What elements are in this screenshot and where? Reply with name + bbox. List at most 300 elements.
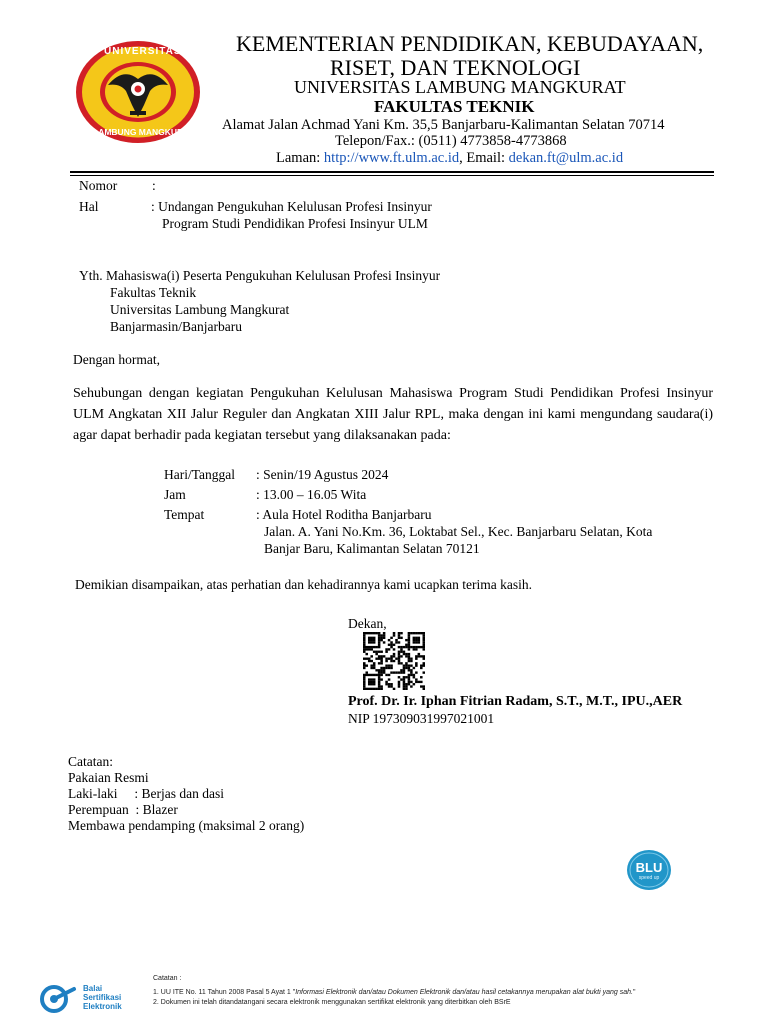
qr-module [395,658,398,660]
recipient-line-4: Banjarmasin/Banjarbaru [110,319,242,334]
qr-module [408,632,411,634]
hal-line-1: : Undangan Pengukuhan Kelulusan Profesi Insinyur [151,199,432,214]
qr-module [388,674,391,676]
footer-note-1-prefix: 1. UU ITE No. 11 Tahun 2008 Pasal 5 Ayat 1 " [153,989,296,996]
university-name: UNIVERSITAS LAMBUNG MANGKURAT [294,77,626,97]
qr-module [405,639,408,641]
qr-module [423,634,425,636]
qr-module [408,658,411,660]
qr-module [410,681,413,683]
qr-module [410,664,413,666]
footer-note-1 [153,988,635,998]
qr-module [415,655,418,657]
qr-module [363,637,366,639]
qr-module [393,648,396,650]
qr-module [390,646,393,648]
qr-module [403,653,406,655]
qr-module [413,632,416,634]
qr-module [365,632,368,634]
qr-module [423,688,425,690]
qr-module [388,639,391,641]
qr-module [423,646,425,648]
qr-module [363,664,366,666]
body-paragraph: Sehubungan dengan kegiatan Pengukuhan Kelulusan Mahasiswa Program Studi Pendidikan Profesi Insinyur ULM Angkatan XII Jalur Reguler dan Angkatan XIII Jalur RPL, maka dengan ini kami mengundang saudara(i) agar dapat berhadir pada kegiatan tersebut yang dilaksanakan pada: [73,386,713,443]
qr-module [403,651,406,653]
qr-module [390,685,393,687]
qr-module [363,688,366,690]
qr-module [370,678,373,680]
qr-module [370,632,373,634]
qr-module [373,683,376,685]
qr-module [405,653,408,655]
qr-module [408,646,411,648]
qr-module [378,671,381,673]
qr-module [388,678,391,680]
qr-module [368,641,371,643]
qr-module [370,681,373,683]
qr-module [415,678,418,680]
qr-module [378,683,381,685]
qr-module [400,671,403,673]
qr-module [370,660,373,662]
qr-module [420,646,423,648]
qr-module [385,681,388,683]
qr-module [400,632,403,634]
qr-module [383,671,386,673]
qr-module [415,646,418,648]
qr-module [383,669,386,671]
qr-module [373,637,376,639]
signatory-nip: NIP 197309031997021001 [348,711,495,726]
qr-module [373,678,376,680]
qr-module [398,671,401,673]
qr-module [375,669,378,671]
qr-module [380,639,383,641]
qr-module [380,669,383,671]
qr-module [408,669,411,671]
qr-code-icon [363,632,425,690]
qr-module [413,683,416,685]
qr-module [410,669,413,671]
qr-module [388,685,391,687]
header-divider [70,171,714,173]
qr-module [405,646,408,648]
qr-module [418,632,421,634]
qr-module [403,685,406,687]
hal-label: Hal [79,199,99,214]
qr-module [378,639,381,641]
qr-module [413,646,416,648]
qr-module [423,644,425,646]
qr-module [363,632,366,634]
qr-module [400,651,403,653]
greeting: Dengan hormat, [73,352,160,367]
qr-module [393,632,396,634]
qr-module [380,637,383,639]
qr-module [410,660,413,662]
qr-module [415,637,418,639]
qr-module [368,660,371,662]
qr-module [363,685,366,687]
qr-module [373,664,376,666]
qr-module [398,655,401,657]
recipient-line-1: Yth. Mahasiswa(i) Peserta Pengukuhan Kelulusan Profesi Insinyur [79,268,441,283]
qr-module [423,662,425,664]
qr-module [415,639,418,641]
qr-module [390,641,393,643]
qr-module [378,658,381,660]
qr-module [375,688,378,690]
qr-module [398,676,401,678]
signatory-name: Prof. Dr. Ir. Iphan Fitrian Radam, S.T., M.T., IPU.,AER [348,694,683,709]
qr-module [400,669,403,671]
qr-module [365,646,368,648]
qr-module [418,637,421,639]
qr-module [385,648,388,650]
qr-module [393,655,396,657]
qr-module [388,648,391,650]
qr-module [423,655,425,657]
qr-module [388,664,391,666]
qr-module [370,664,373,666]
qr-module [370,667,373,669]
qr-module [398,685,401,687]
qr-module [378,685,381,687]
time-value: : 13.00 – 16.05 Wita [256,487,367,502]
qr-module [370,683,373,685]
qr-module [395,641,398,643]
qr-module [370,655,373,657]
qr-module [368,681,371,683]
qr-module [388,683,391,685]
contact-line [276,149,623,167]
qr-module [423,658,425,660]
qr-module [413,637,416,639]
qr-module [400,648,403,650]
bsre-line-3: Elektronik [83,1002,122,1011]
qr-module [370,637,373,639]
qr-module [390,660,393,662]
qr-module [410,685,413,687]
qr-module [408,655,411,657]
qr-module [380,655,383,657]
qr-module [370,639,373,641]
email-label: , Email: [459,150,509,166]
qr-module [363,674,366,676]
qr-module [380,667,383,669]
qr-module [423,664,425,666]
qr-module [423,637,425,639]
qr-module [385,651,388,653]
notes-line-1: Pakaian Resmi [68,770,149,785]
qr-module [380,678,383,680]
qr-module [400,662,403,664]
qr-module [363,681,366,683]
qr-module [405,662,408,664]
qr-module [408,644,411,646]
bsre-text [83,984,122,1011]
qr-module [398,637,401,639]
qr-module [363,648,366,650]
qr-module [413,639,416,641]
qr-module [418,653,421,655]
qr-module [405,664,408,666]
qr-module [403,669,406,671]
qr-module [403,683,406,685]
qr-module [403,667,406,669]
qr-module [373,667,376,669]
qr-module [390,683,393,685]
qr-module [368,648,371,650]
qr-module [403,681,406,683]
qr-module [368,658,371,660]
qr-module [410,632,413,634]
email-link[interactable]: dekan.ft@ulm.ac.id [508,150,624,166]
qr-module [408,681,411,683]
notes-heading: Catatan: [68,754,113,769]
qr-module [423,685,425,687]
qr-module [368,646,371,648]
qr-module [378,651,381,653]
qr-module [403,664,406,666]
qr-module [393,634,396,636]
qr-module [390,658,393,660]
qr-module [365,653,368,655]
qr-module [370,646,373,648]
qr-module [378,637,381,639]
qr-module [368,688,371,690]
qr-module [368,678,371,680]
qr-module [378,662,381,664]
qr-module [408,639,411,641]
qr-module [408,660,411,662]
qr-module [400,655,403,657]
qr-module [375,658,378,660]
qr-module [373,646,376,648]
qr-module [393,671,396,673]
footer-note-1-italic: Informasi Elektronik dan/atau Dokumen Elektronik dan/atau hasil cetakannya merupakan alat bukti yang sah. [295,989,633,996]
qr-module [418,681,421,683]
bsre-logo-icon [40,983,80,1015]
qr-module [368,683,371,685]
qr-module [388,644,391,646]
qr-module [403,688,406,690]
qr-module [413,667,416,669]
date-label: Hari/Tanggal [164,467,236,482]
place-label: Tempat [164,507,205,522]
qr-module [378,669,381,671]
qr-module [363,667,366,669]
qr-module [408,634,411,636]
website-link[interactable]: http://www.ft.ulm.ac.id [323,150,460,166]
qr-module [398,660,401,662]
qr-module [365,658,368,660]
qr-module [398,646,401,648]
qr-module [393,653,396,655]
qr-module [390,671,393,673]
qr-module [395,671,398,673]
qr-module [395,639,398,641]
university-logo [74,39,202,145]
qr-module [418,655,421,657]
qr-module [410,646,413,648]
header-divider-thin [70,175,714,176]
qr-module [415,658,418,660]
qr-module [415,664,418,666]
qr-module [415,681,418,683]
qr-module [405,667,408,669]
faculty-name: FAKULTAS TEKNIK [374,97,535,116]
qr-module [373,641,376,643]
qr-module [380,662,383,664]
qr-module [400,678,403,680]
qr-module [378,644,381,646]
qr-module [383,634,386,636]
qr-module [365,648,368,650]
logo-text-top: UNIVERSITAS [104,46,182,57]
qr-module [405,644,408,646]
qr-module [390,637,393,639]
place-line-3: Banjar Baru, Kalimantan Selatan 70121 [264,541,480,556]
qr-module [410,671,413,673]
qr-module [368,639,371,641]
qr-module [363,646,366,648]
qr-module [408,674,411,676]
qr-module [415,641,418,643]
qr-module [378,634,381,636]
qr-module [413,676,416,678]
qr-module [398,683,401,685]
qr-module [423,648,425,650]
notes-line-4: Membawa pendamping (maksimal 2 orang) [68,818,305,833]
blu-text: BLU [635,860,663,875]
blu-logo [626,849,672,891]
qr-module [363,644,366,646]
recipient-line-2: Fakultas Teknik [110,285,197,300]
qr-module [393,688,396,690]
qr-module [408,678,411,680]
qr-module [380,634,383,636]
qr-module [408,676,411,678]
qr-module [390,655,393,657]
qr-module [405,676,408,678]
qr-module [363,676,366,678]
qr-module [400,637,403,639]
qr-module [375,646,378,648]
qr-module [373,688,376,690]
qr-module [390,644,393,646]
qr-module [375,632,378,634]
qr-module [403,676,406,678]
qr-module [378,641,381,643]
qr-module [403,646,406,648]
qr-module [385,658,388,660]
hal-line-2: Program Studi Pendidikan Profesi Insinyur ULM [162,216,428,231]
qr-module [378,646,381,648]
qr-module [378,688,381,690]
qr-module [363,658,366,660]
qr-module [398,632,401,634]
qr-module [368,637,371,639]
qr-module [398,634,401,636]
qr-module [373,632,376,634]
qr-module [383,637,386,639]
qr-module [373,674,376,676]
qr-module [408,667,411,669]
place-line-2: Jalan. A. Yani No.Km. 36, Loktabat Sel., Kec. Banjarbaru Selatan, Kota [264,524,653,539]
qr-module [398,651,401,653]
recipient-line-3: Universitas Lambung Mangkurat [110,302,290,317]
qr-module [373,651,376,653]
qr-module [380,651,383,653]
footer-catatan: Catatan : [153,975,182,982]
qr-module [365,664,368,666]
qr-module [365,688,368,690]
qr-module [385,660,388,662]
qr-module [423,639,425,641]
qr-module [375,674,378,676]
qr-module [365,674,368,676]
qr-module [380,688,383,690]
qr-module [420,655,423,657]
qr-module [390,664,393,666]
phone: Telepon/Fax.: (0511) 4773858-4773868 [335,133,567,149]
qr-module [385,664,388,666]
notes-line-3: Perempuan : Blazer [68,802,178,817]
qr-module [423,671,425,673]
qr-module [398,681,401,683]
qr-module [398,658,401,660]
closing: Demikian disampaikan, atas perhatian dan kehadirannya kami ucapkan terima kasih. [75,577,532,592]
qr-module [405,688,408,690]
ministry-line-2: RISET, DAN TEKNOLOGI [330,55,581,80]
qr-module [363,651,366,653]
qr-module [408,683,411,685]
qr-module [423,632,425,634]
qr-module [378,678,381,680]
qr-module [370,648,373,650]
web-label: Laman: [276,150,324,166]
qr-module [398,662,401,664]
qr-module [363,634,366,636]
qr-module [418,639,421,641]
qr-module [378,674,381,676]
bsre-line-1: Balai [83,984,103,993]
qr-module [413,674,416,676]
qr-module [420,685,423,687]
qr-module [378,655,381,657]
qr-module [418,646,421,648]
qr-module [373,639,376,641]
qr-module [383,667,386,669]
logo-text-bottom: LAMBUNG MANGKURAT [93,127,194,137]
qr-module [363,678,366,680]
time-label: Jam [164,487,186,502]
qr-module [368,674,371,676]
qr-module [413,641,416,643]
address: Alamat Jalan Achmad Yani Km. 35,5 Banjarbaru-Kalimantan Selatan 70714 [222,117,665,133]
qr-module [375,653,378,655]
qr-module [363,683,366,685]
qr-module [408,641,411,643]
qr-module [380,671,383,673]
qr-module [408,653,411,655]
qr-module [415,671,418,673]
qr-module [420,676,423,678]
qr-module [388,658,391,660]
qr-module [420,667,423,669]
blu-subtext: speed up [638,875,660,881]
